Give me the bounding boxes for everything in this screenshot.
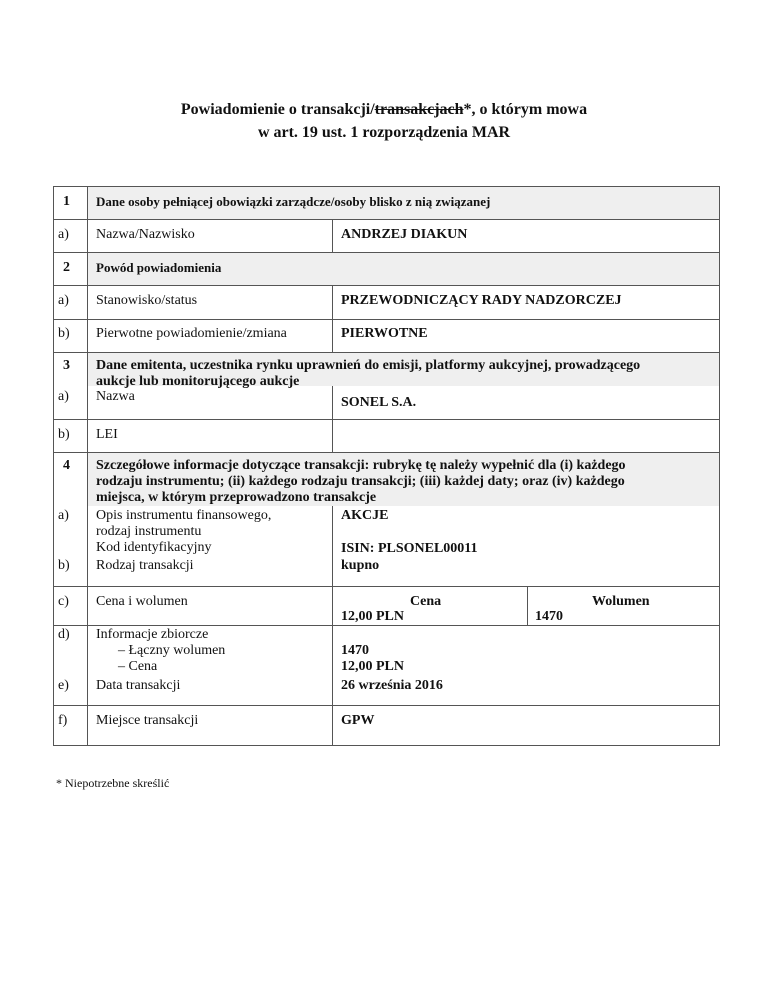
field-label-venue: Miejsce transakcji [96, 713, 199, 728]
field-label-lei: LEI [96, 427, 118, 442]
grid-line [332, 219, 333, 252]
grid-line [719, 186, 720, 746]
section-number: 4 [63, 458, 70, 473]
row-letter: c) [58, 594, 69, 609]
price-header: Cena [410, 594, 442, 609]
document-title-line2: w art. 19 ust. 1 rozporządzenia MAR [257, 124, 511, 141]
row-letter: e) [58, 678, 69, 693]
row-letter: a) [58, 389, 69, 404]
row-letter: f) [58, 713, 68, 728]
grid-line [53, 586, 720, 587]
grid-line [53, 186, 720, 187]
field-label-identifier: Kod identyfikacyjny [96, 540, 212, 555]
grid-line [332, 285, 333, 352]
section-heading: Powód powiadomienia [96, 260, 222, 275]
field-value-instrument: AKCJE [341, 508, 389, 523]
grid-line [53, 705, 720, 706]
field-label-instrument: Opis instrumentu finansowego, [96, 508, 272, 523]
grid-line [53, 219, 720, 220]
field-label-transaction-type: Rodzaj transakcji [96, 558, 194, 573]
field-value-date: 26 września 2016 [341, 678, 443, 693]
footnote: * Niepotrzebne skreślić [56, 776, 170, 790]
field-value-aggregate-price: 12,00 PLN [341, 659, 404, 674]
section-heading-line: rodzaju instrumentu; (ii) każdego rodzaju transakcji; (iii) każdej daty; oraz (iv) każdego [96, 474, 625, 489]
grid-line [332, 506, 333, 746]
grid-line [53, 186, 54, 746]
grid-line [53, 319, 720, 320]
field-label-price-volume: Cena i wolumen [96, 594, 188, 609]
grid-line [53, 745, 720, 746]
row-letter: b) [58, 427, 70, 442]
field-value-isin: ISIN: PLSONEL00011 [341, 541, 478, 556]
field-label-notification-type: Pierwotne powiadomienie/zmiana [96, 326, 287, 341]
volume-header: Wolumen [592, 594, 650, 609]
field-label-issuer-name: Nazwa [96, 389, 135, 404]
section-number: 3 [63, 358, 70, 373]
field-label-position: Stanowisko/status [96, 293, 198, 308]
grid-line [53, 625, 720, 626]
price-value: 12,00 PLN [341, 609, 404, 624]
grid-line [53, 352, 720, 353]
document-title-line1: Powiadomienie o transakcji/transakcjach*, o którym mowa [180, 101, 588, 118]
grid-line [53, 419, 720, 420]
section-heading-line: aukcje lub monitorującego aukcje [96, 374, 300, 389]
section-heading-line: Dane emitenta, uczestnika rynku uprawnień do emisji, platformy aukcyjnej, prowadzącego [96, 358, 641, 373]
field-value-total-volume: 1470 [341, 643, 369, 658]
field-value-name: ANDRZEJ DIAKUN [341, 227, 468, 242]
section-number: 2 [63, 260, 70, 275]
grid-line [87, 186, 88, 746]
field-label-aggregate: Informacje zbiorcze [96, 627, 209, 642]
row-letter: d) [58, 627, 70, 642]
section-number: 1 [63, 194, 70, 209]
grid-line [53, 285, 720, 286]
field-label-date: Data transakcji [96, 678, 181, 693]
field-value-issuer-name: SONEL S.A. [341, 395, 417, 410]
row-letter: b) [58, 326, 70, 341]
field-label-instrument-type: rodzaj instrumentu [96, 524, 202, 539]
field-label-total-volume: – Łączny wolumen [118, 643, 226, 658]
row-letter: a) [58, 227, 69, 242]
grid-line [53, 252, 720, 253]
field-label-name: Nazwa/Nazwisko [96, 227, 195, 242]
grid-line [527, 586, 528, 625]
struck-word: transakcjach [374, 101, 464, 118]
grid-line [53, 452, 720, 453]
section-heading-line: Szczegółowe informacje dotyczące transakcji: rubrykę tę należy wypełnić dla (i) każdego [96, 458, 626, 473]
section-heading-line: miejsca, w którym przeprowadzono transakcje [96, 490, 377, 505]
row-letter: b) [58, 558, 70, 573]
field-value-position: PRZEWODNICZĄCY RADY NADZORCZEJ [341, 293, 622, 308]
grid-line [332, 386, 333, 452]
row-letter: a) [58, 293, 69, 308]
field-value-transaction-type: kupno [341, 558, 380, 573]
row-letter: a) [58, 508, 69, 523]
section-heading: Dane osoby pełniącej obowiązki zarządcze/osoby blisko z nią związanej [96, 194, 491, 209]
field-label-aggregate-price: – Cena [118, 659, 158, 674]
volume-value: 1470 [535, 609, 563, 624]
field-value-venue: GPW [341, 713, 375, 728]
field-value-notification-type: PIERWOTNE [341, 326, 428, 341]
